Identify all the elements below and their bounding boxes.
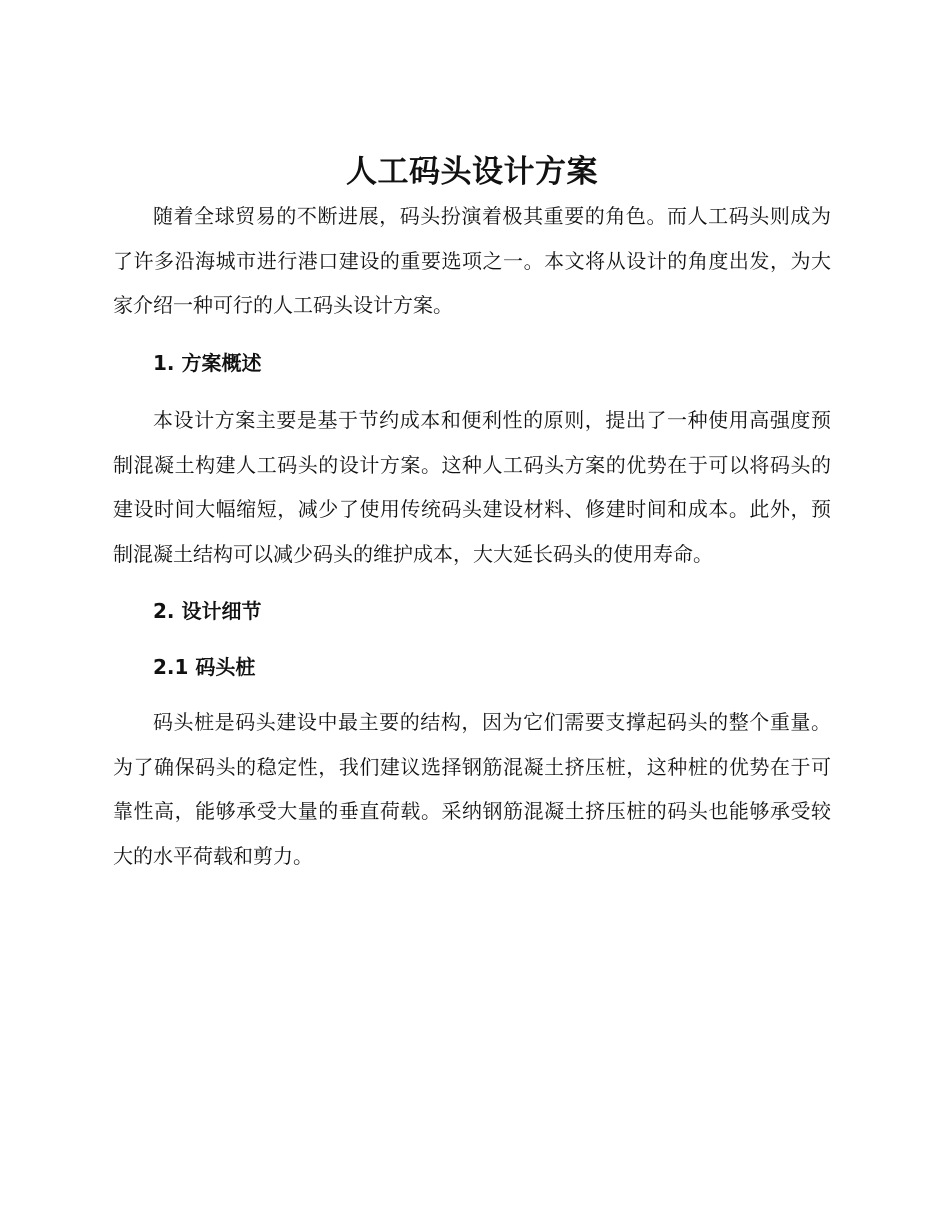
spacer xyxy=(113,634,831,645)
subsection-2-1-paragraph: 码头桩是码头建设中最主要的结构，因为它们需要支撑起码头的整个重量。为了确保码头的稳定性，我们建议选择钢筋混凝土挤压桩，这种桩的优势在于可靠性高，能够承受大量的垂直荷载。采纳钢筋混凝土挤压桩的码头也能够承受较大的水平荷载和剪力。 xyxy=(113,710,831,868)
spacer xyxy=(113,385,831,398)
document-body xyxy=(113,150,831,878)
section-1-paragraph: 本设计方案主要是基于节约成本和便利性的原则，提出了一种使用高强度预制混凝土构建人工码头的设计方案。这种人工码头方案的优势在于可以将码头的建设时间大幅缩短，减少了使用传统码头建设材料、修建时间和成本。此外，预制混凝土结构可以减少码头的维护成本，大大延长码头的使用寿命。 xyxy=(113,408,831,566)
section-2-heading: 2. 设计细节 xyxy=(153,599,262,623)
intro-paragraph: 随着全球贸易的不断进展，码头扮演着极其重要的角色。而人工码头则成为了许多沿海城市进行港口建设的重要选项之一。本文将从设计的角度出发，为大家介绍一种可行的人工码头设计方案。 xyxy=(113,204,831,317)
spacer xyxy=(113,576,831,589)
subsection-2-1-heading: 2.1 码头桩 xyxy=(153,654,256,679)
spacer xyxy=(113,328,831,341)
spacer xyxy=(113,689,831,700)
document-title: 人工码头设计方案 xyxy=(346,154,598,190)
section-1-heading: 1. 方案概述 xyxy=(153,350,262,375)
